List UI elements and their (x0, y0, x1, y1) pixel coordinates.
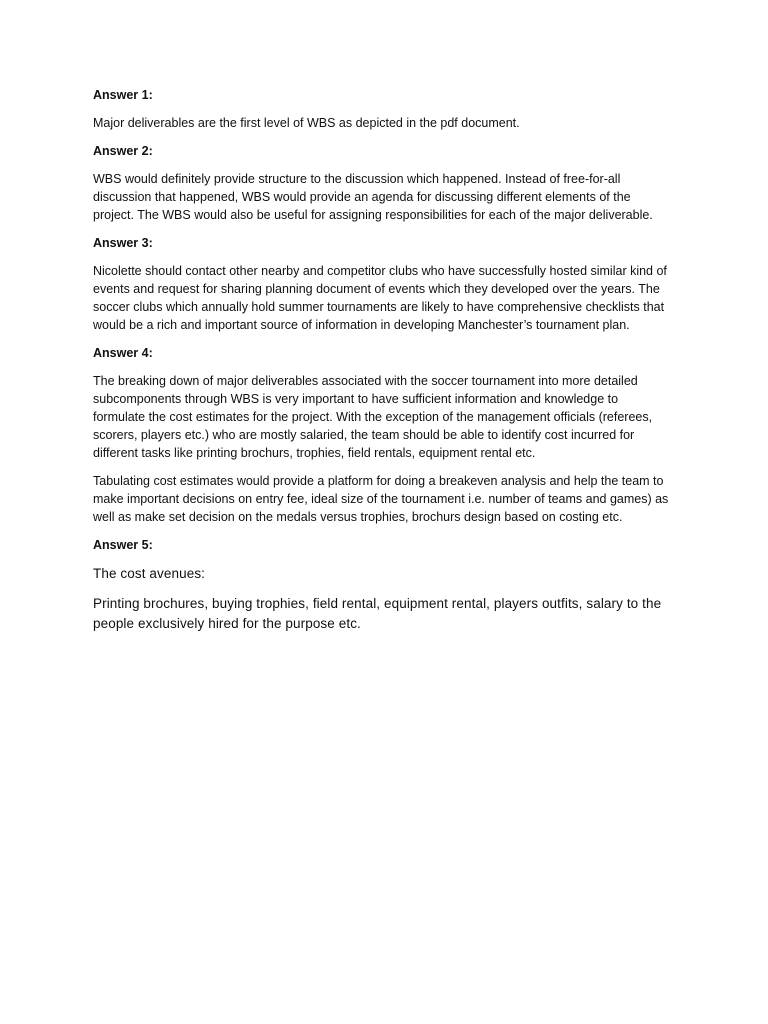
answer-2-heading: Answer 2: (93, 144, 153, 158)
answer-2-text: WBS would definitely provide structure to the discussion which happened. Instead of free-for-all discussion that happened, WBS would provide an agenda for discussing different elements of the project. The WBS would also be useful for assigning responsibilities for each of the major deliverable. (93, 172, 653, 222)
document-page (93, 86, 673, 644)
answer-5-intro: The cost avenues: (93, 566, 206, 581)
answer-3-text: Nicolette should contact other nearby and competitor clubs who have successfully hosted similar kind of events and request for sharing planning document of events which they developed over the years. The soccer clubs which annually hold summer tournaments are likely to have comprehensive checklists that would be a rich and important source of information in developing Manchester’s tournament plan. (93, 264, 667, 332)
answer-4-paragraph-1: The breaking down of major deliverables associated with the soccer tournament into more detailed subcomponents through WBS is very important to have sufficient information and knowledge to formulate the cost estimates for the project. With the exception of the management officials (referees, scorers, players etc.) who are mostly salaried, the team should be able to identify cost incurred for different tasks like printing brochurs, trophies, field rentals, equipment rental etc. (93, 374, 653, 460)
answer-3-heading: Answer 3: (93, 236, 153, 250)
answer-5-text: Printing brochures, buying trophies, field rental, equipment rental, players outfits, salary to the people exclusively hired for the purpose etc. (93, 596, 662, 631)
answer-1-heading: Answer 1: (93, 88, 153, 102)
answer-4-heading: Answer 4: (93, 346, 153, 360)
answer-1-text: Major deliverables are the first level of WBS as depicted in the pdf document. (93, 116, 520, 130)
answer-4-paragraph-2: Tabulating cost estimates would provide a platform for doing a breakeven analysis and help the team to make important decisions on entry fee, ideal size of the tournament i.e. number of teams and games) as well as make set decision on the medals versus trophies, brochurs design based on costing etc. (93, 474, 669, 524)
answer-5-heading: Answer 5: (93, 538, 153, 552)
